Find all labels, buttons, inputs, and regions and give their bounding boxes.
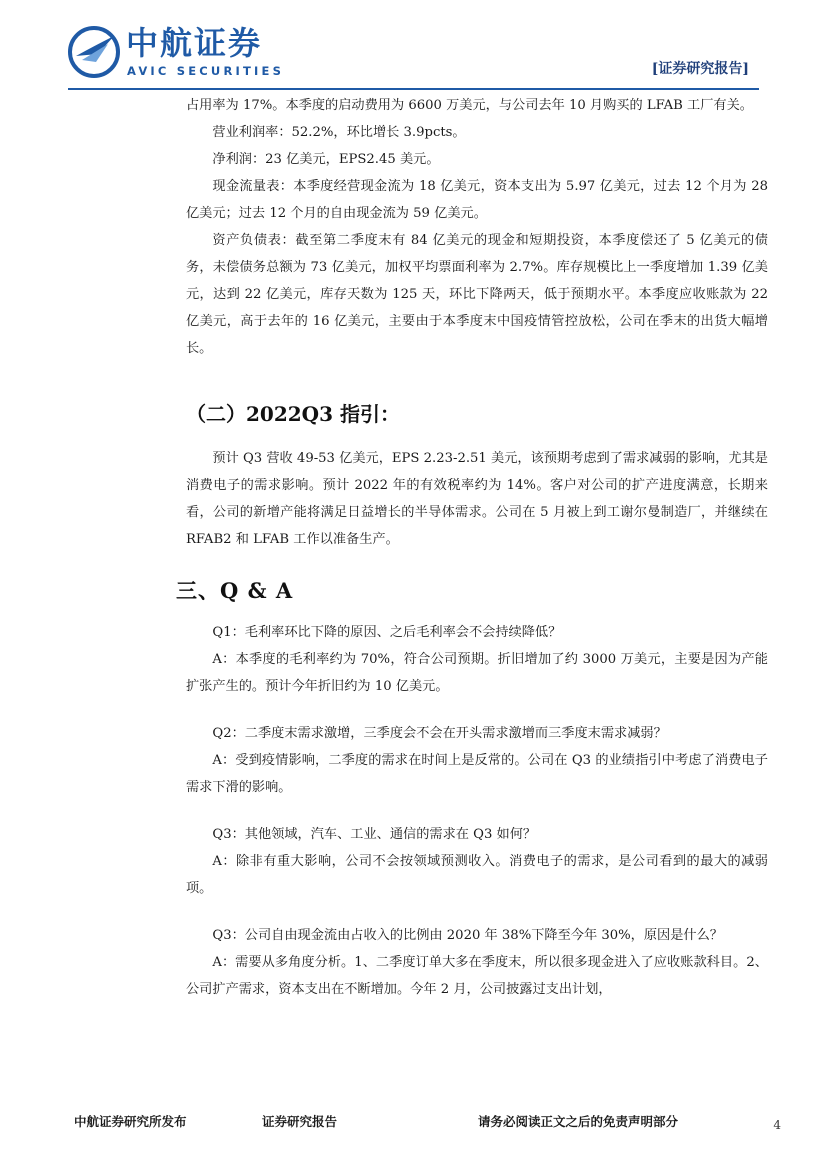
answer-2: A：受到疫情影响，二季度的需求在时间上是反常的。公司在 Q3 的业绩指引中考虑了消费电子需求下滑的影响。 — [186, 753, 768, 795]
brand-name-en: AVIC SECURITIES — [127, 64, 285, 78]
paragraph-balance-sheet: 资产负债表：截至第二季度末有 84 亿美元的现金和短期投资，本季度偿还了 5 亿美元的债务，未偿债务总额为 73 亿美元，加权平均票面利率为 2.7%。库存规模比上一季度增加 1.39 亿美元，达到 22 亿美元，库存天数为 125 天，环比下降两天，低于预期水平。本季度应收账款为 22 亿美元，高于去年的 16 亿美元，主要由于本季度末中国疫情管控放松，公司在季末的出货大幅增长。 — [186, 233, 768, 356]
paragraph-capacity: 占用率为 17%。本季度的启动费用为 6600 万美元，与公司去年 10 月购买的 LFAB 工厂有关。 — [186, 98, 753, 113]
page-number: 4 — [773, 1118, 781, 1132]
paragraph-net-income: 净利润：23 亿美元，EPS2.45 美元。 — [212, 152, 440, 167]
question-4: Q3：公司自由现金流由占收入的比例由 2020 年 38%下降至今年 30%，原因是什么？ — [212, 928, 723, 943]
header-divider — [68, 88, 759, 90]
paragraph-guidance: 预计 Q3 营收 49-53 亿美元，EPS 2.23-2.51 美元，该预期考虑到了需求减弱的影响，尤其是消费电子的需求影响。预计 2022 年的有效税率约为 14%。客户对公司的扩产进度满意，长期来看，公司的新增产能将满足日益增长的半导体需求。公司在 5 月被上到工谢尔曼制造厂，并继续在 RFAB2 和 LFAB 工作以准备生产。 — [186, 451, 768, 547]
report-body — [176, 92, 768, 1003]
page-header — [0, 0, 827, 92]
answer-3: A：除非有重大影响，公司不会按领域预测收入。消费电子的需求，是公司看到的最大的减弱项。 — [186, 854, 768, 896]
paragraph-cash-flow: 现金流量表：本季度经营现金流为 18 亿美元，资本支出为 5.97 亿美元，过去 12 个月为 28 亿美元；过去 12 个月的自由现金流为 59 亿美元。 — [186, 179, 768, 221]
footer-report-type: 证券研究报告 — [262, 1114, 338, 1129]
question-3: Q3：其他领域，汽车、工业、通信的需求在 Q3 如何？ — [212, 827, 537, 842]
paragraph-operating-margin: 营业利润率：52.2%，环比增长 3.9pcts。 — [212, 125, 466, 140]
avic-plane-logo-icon — [68, 26, 120, 78]
answer-4: A：需要从多角度分析。1、二季度订单大多在季度末，所以很多现金进入了应收账款科目。2、公司扩产需求，资本支出在不断增加。今年 2 月，公司披露过支出计划， — [186, 955, 768, 997]
answer-1: A：本季度的毛利率约为 70%，符合公司预期。折旧增加了约 3000 万美元，主要是因为产能扩张产生的。预计今年折旧约为 10 亿美元。 — [186, 652, 768, 694]
section-heading-guidance: （二）2022Q3 指引： — [186, 402, 400, 426]
section-heading-qa: 三、Q & A — [176, 578, 294, 603]
page-footer — [0, 1104, 827, 1144]
question-2: Q2：二季度末需求激增，三季度会不会在开头需求激增而三季度末需求减弱？ — [212, 726, 667, 741]
brand-name-cn: 中航证券 — [126, 24, 263, 62]
report-type-tag: [证券研究报告] — [651, 61, 749, 77]
question-1: Q1：毛利率环比下降的原因、之后毛利率会不会持续降低？ — [212, 625, 562, 640]
footer-disclaimer-note: 请务必阅读正文之后的免责声明部分 — [478, 1114, 679, 1129]
footer-publisher: 中航证券研究所发布 — [74, 1114, 187, 1129]
